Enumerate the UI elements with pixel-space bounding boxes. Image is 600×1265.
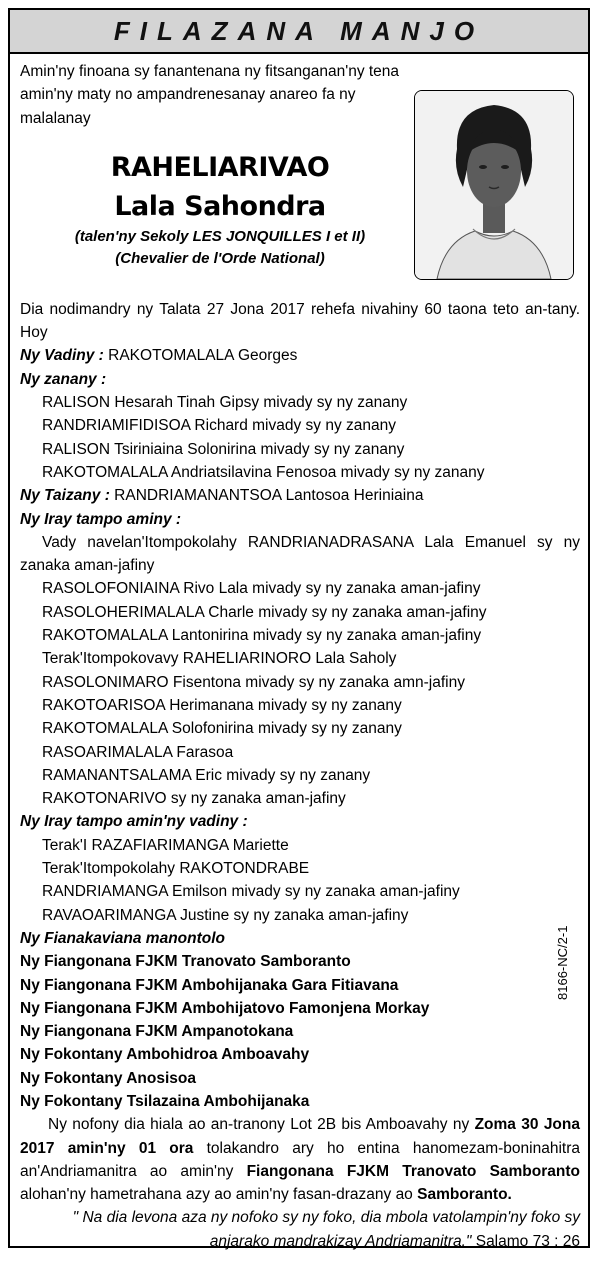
child-item: RANDRIAMIFIDISOA Richard mivady sy ny zanany <box>42 417 397 435</box>
sibling-item: RAMANANTSALAMA Eric mivady sy ny zanany <box>42 766 371 784</box>
sibling-item: RAKOTOMALALA Lantonirina mivady sy ny zanaka aman-jafiny <box>42 627 482 645</box>
obituary-frame <box>8 8 590 1248</box>
family-label: Ny Fianakaviana manontolo <box>20 929 225 947</box>
institution-item: Ny Fiangonana FJKM Ambohijanaka Gara Fitiavana <box>20 976 399 994</box>
spouse-sibling-item: Terak'Itompokolahy RAKOTONDRABE <box>42 860 310 878</box>
institution-item: Ny Fokontany Tsilazaina Ambohijanaka <box>20 1092 310 1110</box>
spouse-sibling-item: RANDRIAMANGA Emilson mivady sy ny zanaka aman-jafiny <box>42 883 460 901</box>
spouse-sibling-item: Terak'I RAZAFIARIMANGA Mariette <box>42 836 289 854</box>
sibling-item: RAKOTOMALALA Solofonirina mivady sy ny zanany <box>42 720 402 738</box>
sibling-item: RAKOTONARIVO sy ny zanaka aman-jafiny <box>42 790 346 808</box>
funeral-church: Fiangonana FJKM Tranovato Samboranto <box>246 1162 580 1180</box>
institution-item: Ny Fokontany Ambohidroa Amboavahy <box>20 1046 310 1064</box>
siblings-label: Ny Iray tampo aminy : <box>20 510 182 528</box>
announcement: Dia nodimandry ny Talata 27 Jona 2017 rehefa nivahiny 60 taona teto an-tany. Hoy <box>20 300 580 342</box>
grandchild-name: RANDRIAMANANTSOA Lantosoa Heriniaina <box>109 487 424 505</box>
sibling-item: RASOLOFONIAINA Rivo Lala mivady sy ny zanaka aman-jafiny <box>42 580 481 598</box>
bible-quote <box>20 1206 580 1253</box>
obituary-body <box>20 60 580 1253</box>
grandchild-label: Ny Taizany : <box>20 487 110 505</box>
funeral-text-2: tolakandro ary ho entina hanomezam-boninahitra an'Andriamanitra ao amin'ny <box>20 1139 580 1180</box>
sibling-item: RAKOTOARISOA Herimanana mivady sy ny zanany <box>42 696 402 714</box>
child-item: RAKOTOMALALA Andriatsilavina Fenosoa mivady sy ny zanany <box>42 463 485 481</box>
deceased-title-2: (Chevalier de l'Orde National) <box>115 249 325 267</box>
child-item: RALISON Tsiriniaina Solonirina mivady sy ny zanany <box>42 440 405 458</box>
spouse-line <box>20 344 580 367</box>
funeral-paragraph <box>20 1113 580 1206</box>
sibling-item: Terak'Itompokovavy RAHELIARINORO Lala Saholy <box>42 650 397 668</box>
deceased-name-block <box>20 148 420 270</box>
deceased-title-1: (talen'ny Sekoly LES JONQUILLES I et II) <box>74 227 366 245</box>
spouse-label: Ny Vadiny : <box>20 347 104 365</box>
grandchild-line <box>20 484 580 507</box>
institution-item: Ny Fiangonana FJKM Tranovato Samboranto <box>20 953 351 971</box>
funeral-date: Zoma 30 Jona 2017 amin'ny 01 ora <box>20 1116 580 1157</box>
institution-item: Ny Fokontany Anosisoa <box>20 1069 196 1087</box>
quote-text: " Na dia levona aza ny nofoko sy ny foko, dia mbola vatolampin'ny foko sy anjarako mandrakizay Andriamanitra." <box>72 1209 580 1250</box>
spouse-siblings-label: Ny Iray tampo amin'ny vadiny : <box>20 813 248 831</box>
sibling-item: RASOARIMALALA Farasoa <box>42 743 234 761</box>
deceased-surname: RAHELIARIVAO <box>110 151 330 183</box>
funeral-place: Samboranto. <box>417 1186 512 1204</box>
sibling-item: RASOLONIMARO Fisentona mivady sy ny zanaka amn-jafiny <box>42 673 465 691</box>
deceased-given-names: Lala Sahondra <box>114 190 326 222</box>
children-label: Ny zanany : <box>20 370 107 388</box>
institution-item: Ny Fiangonana FJKM Ampanotokana <box>20 1023 294 1041</box>
intro-text: Amin'ny finoana sy fanantenana ny fitsanganan'ny tena amin'ny maty no ampandrenesanay anareo fa ny malalanay <box>20 63 400 127</box>
sibling-first: Vady navelan'Itompokolahy RANDRIANADRASANA Lala Emanuel sy ny zanaka aman-jafiny <box>20 533 580 575</box>
funeral-text-1: Ny nofony dia hiala ao an-tranony Lot 2B bis Amboavahy ny <box>48 1116 475 1134</box>
quote-reference: Salamo 73 : 26 <box>471 1232 580 1250</box>
sibling-item: RASOLOHERIMALALA Charle mivady sy ny zanaka aman-jafiny <box>42 603 487 621</box>
spouse-sibling-item: RAVAOARIMANGA Justine sy ny zanaka aman-jafiny <box>42 906 409 924</box>
institution-item: Ny Fiangonana FJKM Ambohijatovo Famonjena Morkay <box>20 999 430 1017</box>
child-item: RALISON Hesarah Tinah Gipsy mivady sy ny zanany <box>42 394 408 412</box>
funeral-text-3: alohan'ny hametrahana azy ao amin'ny fasan-drazany ao <box>20 1186 418 1204</box>
spouse-name: RAKOTOMALALA Georges <box>103 347 298 365</box>
header-bar <box>10 10 588 54</box>
reference-code: 8166-NC/2-1 <box>555 925 570 1000</box>
header-title: FILAZANA MANJO <box>113 15 485 46</box>
